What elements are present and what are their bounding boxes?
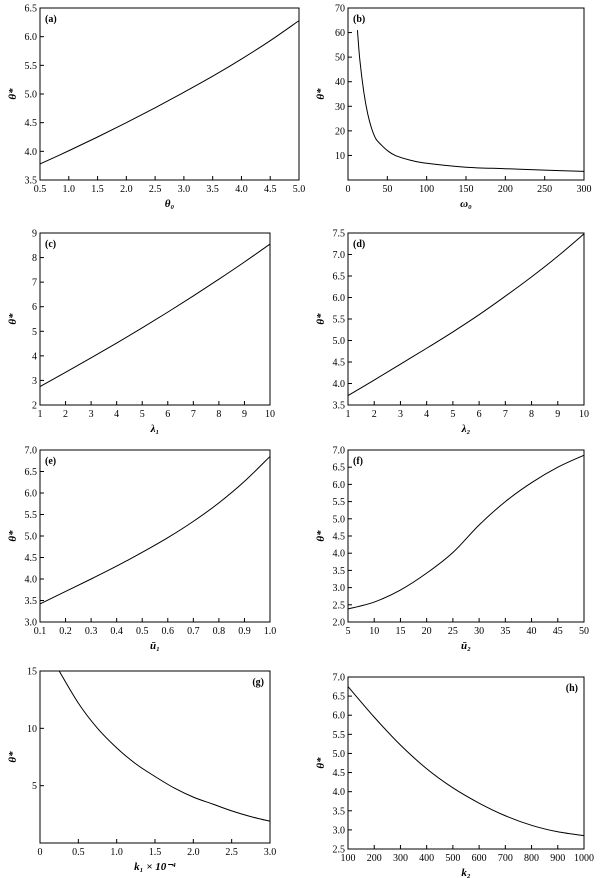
x-axis-label: ū₂ xyxy=(461,640,471,652)
y-tick-label: 40 xyxy=(335,77,345,89)
y-tick-label: 6.5 xyxy=(332,462,345,474)
y-tick-label: 5 xyxy=(32,781,37,793)
x-tick-label: 3 xyxy=(88,409,94,420)
x-tick-label: 1.5 xyxy=(91,184,104,195)
y-tick-label: 6.0 xyxy=(24,488,37,500)
panel-e xyxy=(7,446,276,653)
y-tick-label: 3.0 xyxy=(332,825,345,837)
x-axis-label: λ₂ xyxy=(461,423,471,435)
x-tick-label: 4.0 xyxy=(235,184,248,195)
x-tick-label: 5 xyxy=(345,626,351,637)
series-line xyxy=(348,234,584,396)
x-tick-label: 900 xyxy=(550,853,566,864)
y-tick-label: 5.0 xyxy=(24,89,37,101)
x-tick-label: 100 xyxy=(340,853,356,864)
x-tick-label: 2.0 xyxy=(120,184,133,195)
series-line xyxy=(59,671,270,821)
x-tick-label: 8 xyxy=(216,409,222,420)
plot-frame xyxy=(348,450,584,622)
y-tick-label: 30 xyxy=(335,101,345,113)
y-axis-label: θ* xyxy=(7,88,19,100)
x-tick-label: 0 xyxy=(345,184,351,195)
panel-tag: (g) xyxy=(252,677,264,688)
series-line xyxy=(348,687,584,836)
y-axis-label: θ* xyxy=(7,530,19,542)
panel-tag: (e) xyxy=(45,456,57,467)
x-tick-label: 0.1 xyxy=(33,626,47,637)
x-tick-label: 2.5 xyxy=(225,847,238,858)
y-tick-label: 50 xyxy=(335,52,345,64)
x-tick-label: 1 xyxy=(345,409,351,420)
panel-a xyxy=(7,4,305,211)
x-tick-label: 7 xyxy=(190,409,196,420)
x-tick-label: 4 xyxy=(424,409,430,420)
y-tick-label: 3.5 xyxy=(332,806,345,818)
y-tick-label: 5.5 xyxy=(24,60,37,72)
x-tick-label: 800 xyxy=(524,853,540,864)
y-tick-label: 4.0 xyxy=(24,574,37,586)
y-tick-label: 6.0 xyxy=(332,293,345,304)
x-tick-label: 2 xyxy=(371,409,377,420)
x-tick-label: 200 xyxy=(497,184,513,195)
y-axis-label: θ* xyxy=(7,751,19,763)
x-tick-label: 0.5 xyxy=(72,847,85,858)
y-tick-label: 6.5 xyxy=(332,271,345,283)
x-tick-label: 0.2 xyxy=(59,626,72,637)
x-axis-label: θ₀ xyxy=(164,198,175,210)
x-axis-label: k₂ xyxy=(461,867,471,878)
y-axis-label: θ* xyxy=(315,88,327,100)
y-tick-label: 4.5 xyxy=(24,118,37,130)
x-tick-label: 1.0 xyxy=(263,626,277,637)
x-tick-label: 3.0 xyxy=(177,184,191,195)
y-tick-label: 5.5 xyxy=(332,729,345,741)
x-tick-label: 50 xyxy=(382,184,393,195)
y-tick-label: 4.0 xyxy=(332,379,345,390)
x-tick-label: 45 xyxy=(552,626,563,637)
x-tick-label: 2 xyxy=(63,409,69,420)
panel-f xyxy=(315,446,589,653)
y-tick-label: 3.5 xyxy=(24,175,37,187)
x-tick-label: 150 xyxy=(458,184,474,195)
panel-tag: (a) xyxy=(45,14,57,25)
y-axis-label: θ* xyxy=(315,757,327,769)
x-tick-label: 20 xyxy=(421,626,432,637)
x-tick-label: 35 xyxy=(500,626,511,637)
x-tick-label: 2.0 xyxy=(187,847,200,858)
panel-c xyxy=(7,229,275,436)
x-tick-label: 0.6 xyxy=(161,626,175,637)
y-tick-label: 9 xyxy=(32,228,37,240)
y-tick-label: 3 xyxy=(32,375,37,387)
panel-tag: (f) xyxy=(353,456,363,467)
x-axis-label: λ₁ xyxy=(150,423,160,435)
x-tick-label: 300 xyxy=(576,184,592,195)
y-tick-label: 5.0 xyxy=(24,531,37,543)
plot-frame xyxy=(348,8,584,180)
x-tick-label: 0 xyxy=(37,847,43,858)
x-tick-label: 15 xyxy=(395,626,406,637)
panel-h xyxy=(315,673,594,878)
y-tick-label: 15 xyxy=(27,666,37,678)
y-tick-label: 6 xyxy=(32,302,37,314)
series-line xyxy=(348,455,584,609)
y-tick-label: 6.0 xyxy=(24,32,37,44)
y-tick-label: 7.0 xyxy=(332,250,345,261)
x-tick-label: 700 xyxy=(497,853,513,864)
panel-tag: (c) xyxy=(45,239,57,250)
x-tick-label: 0.9 xyxy=(238,626,251,637)
y-tick-label: 3.5 xyxy=(332,565,345,577)
x-tick-label: 100 xyxy=(419,184,435,195)
x-axis-label: ω₀ xyxy=(460,198,472,210)
x-tick-label: 5.0 xyxy=(292,184,306,195)
x-tick-label: 500 xyxy=(445,853,461,864)
x-tick-label: 30 xyxy=(474,626,485,637)
y-tick-label: 4.0 xyxy=(332,787,345,799)
x-tick-label: 1 xyxy=(37,409,43,420)
y-tick-label: 5.0 xyxy=(332,336,345,347)
x-tick-label: 10 xyxy=(265,409,275,420)
x-tick-label: 7 xyxy=(502,409,508,420)
x-tick-label: 250 xyxy=(537,184,553,195)
y-tick-label: 7.0 xyxy=(24,445,37,457)
x-tick-label: 1.0 xyxy=(62,184,76,195)
y-tick-label: 4.5 xyxy=(332,768,345,780)
plot-frame xyxy=(40,8,299,180)
y-tick-label: 5.0 xyxy=(332,748,345,760)
x-tick-label: 6 xyxy=(165,409,171,420)
panel-g xyxy=(7,667,276,874)
y-tick-label: 5.5 xyxy=(332,497,345,509)
x-tick-label: 5 xyxy=(450,409,456,420)
x-axis-label: ū₁ xyxy=(150,640,160,652)
x-tick-label: 3.5 xyxy=(206,184,219,195)
y-tick-label: 10 xyxy=(27,723,37,735)
x-tick-label: 40 xyxy=(526,626,537,637)
y-tick-label: 7.0 xyxy=(332,445,345,457)
y-tick-label: 3.5 xyxy=(332,400,345,412)
y-tick-label: 5.5 xyxy=(332,314,345,326)
y-tick-label: 70 xyxy=(335,3,345,15)
y-tick-label: 4.0 xyxy=(332,548,345,560)
y-axis-label: θ* xyxy=(315,530,327,542)
y-tick-label: 4.5 xyxy=(24,553,37,564)
x-tick-label: 3.0 xyxy=(263,847,277,858)
y-tick-label: 4.0 xyxy=(24,146,37,158)
panel-d xyxy=(315,229,589,436)
x-tick-label: 0.5 xyxy=(135,626,149,637)
x-tick-label: 300 xyxy=(392,853,408,864)
x-tick-label: 0.3 xyxy=(84,626,98,637)
x-tick-label: 400 xyxy=(419,853,435,864)
x-tick-label: 0.8 xyxy=(212,626,226,637)
x-tick-label: 8 xyxy=(529,409,535,420)
x-tick-label: 4 xyxy=(114,409,120,420)
x-tick-label: 1.0 xyxy=(110,847,123,858)
y-tick-label: 5.0 xyxy=(332,514,345,526)
y-tick-label: 4 xyxy=(32,351,37,363)
x-tick-label: 2.5 xyxy=(148,184,162,195)
y-tick-label: 4.5 xyxy=(332,357,345,369)
panel-tag: (b) xyxy=(353,14,366,25)
plot-frame xyxy=(40,233,270,405)
y-tick-label: 20 xyxy=(335,126,345,138)
series-line xyxy=(40,244,270,387)
y-tick-label: 7 xyxy=(32,277,37,289)
y-tick-label: 7.5 xyxy=(332,228,345,240)
y-tick-label: 6.5 xyxy=(24,3,37,15)
x-tick-label: 6 xyxy=(476,409,482,420)
y-tick-label: 2.5 xyxy=(332,600,345,612)
x-axis-label: k₁ × 10⁻⁴ xyxy=(134,861,176,873)
y-tick-label: 7.0 xyxy=(332,672,345,684)
x-tick-label: 200 xyxy=(366,853,382,864)
x-tick-label: 5 xyxy=(139,409,145,420)
x-tick-label: 10 xyxy=(369,626,380,637)
y-tick-label: 2.5 xyxy=(332,844,345,856)
x-tick-label: 25 xyxy=(447,626,458,637)
x-tick-label: 600 xyxy=(471,853,487,864)
plot-frame xyxy=(40,450,270,622)
panel-b xyxy=(315,4,592,211)
y-tick-label: 4.5 xyxy=(332,531,345,543)
y-tick-label: 2.0 xyxy=(332,617,345,629)
y-tick-label: 3.0 xyxy=(332,583,345,595)
y-tick-label: 8 xyxy=(32,253,37,265)
x-tick-label: 0.7 xyxy=(187,626,200,637)
x-tick-label: 1.5 xyxy=(148,847,162,858)
y-tick-label: 5.5 xyxy=(24,510,37,521)
y-tick-label: 3.5 xyxy=(24,596,37,607)
x-tick-label: 9 xyxy=(555,409,561,420)
y-tick-label: 2 xyxy=(32,400,37,412)
x-tick-label: 9 xyxy=(241,409,247,420)
y-tick-label: 6.5 xyxy=(24,467,37,478)
plot-frame xyxy=(348,677,584,849)
y-axis-label: θ* xyxy=(315,313,327,325)
series-line xyxy=(40,456,270,603)
y-tick-label: 6.5 xyxy=(332,691,345,703)
panel-tag: (d) xyxy=(353,239,366,250)
plot-frame xyxy=(348,233,584,405)
y-tick-label: 5 xyxy=(32,326,37,338)
x-tick-label: 50 xyxy=(579,626,589,637)
y-tick-label: 60 xyxy=(335,28,345,40)
x-tick-label: 3 xyxy=(397,409,403,420)
panel-tag: (h) xyxy=(565,683,578,694)
x-tick-label: 4.5 xyxy=(263,184,277,195)
y-tick-label: 10 xyxy=(335,150,345,162)
series-line xyxy=(40,21,299,164)
x-tick-label: 1000 xyxy=(574,853,594,864)
y-tick-label: 6.0 xyxy=(332,479,345,491)
y-axis-label: θ* xyxy=(7,313,19,325)
x-tick-label: 0.4 xyxy=(110,626,123,637)
x-tick-label: 10 xyxy=(579,409,589,420)
y-tick-label: 3.0 xyxy=(24,617,37,629)
y-tick-label: 6.0 xyxy=(332,710,345,722)
series-line xyxy=(357,30,584,171)
x-tick-label: 0.5 xyxy=(33,184,47,195)
